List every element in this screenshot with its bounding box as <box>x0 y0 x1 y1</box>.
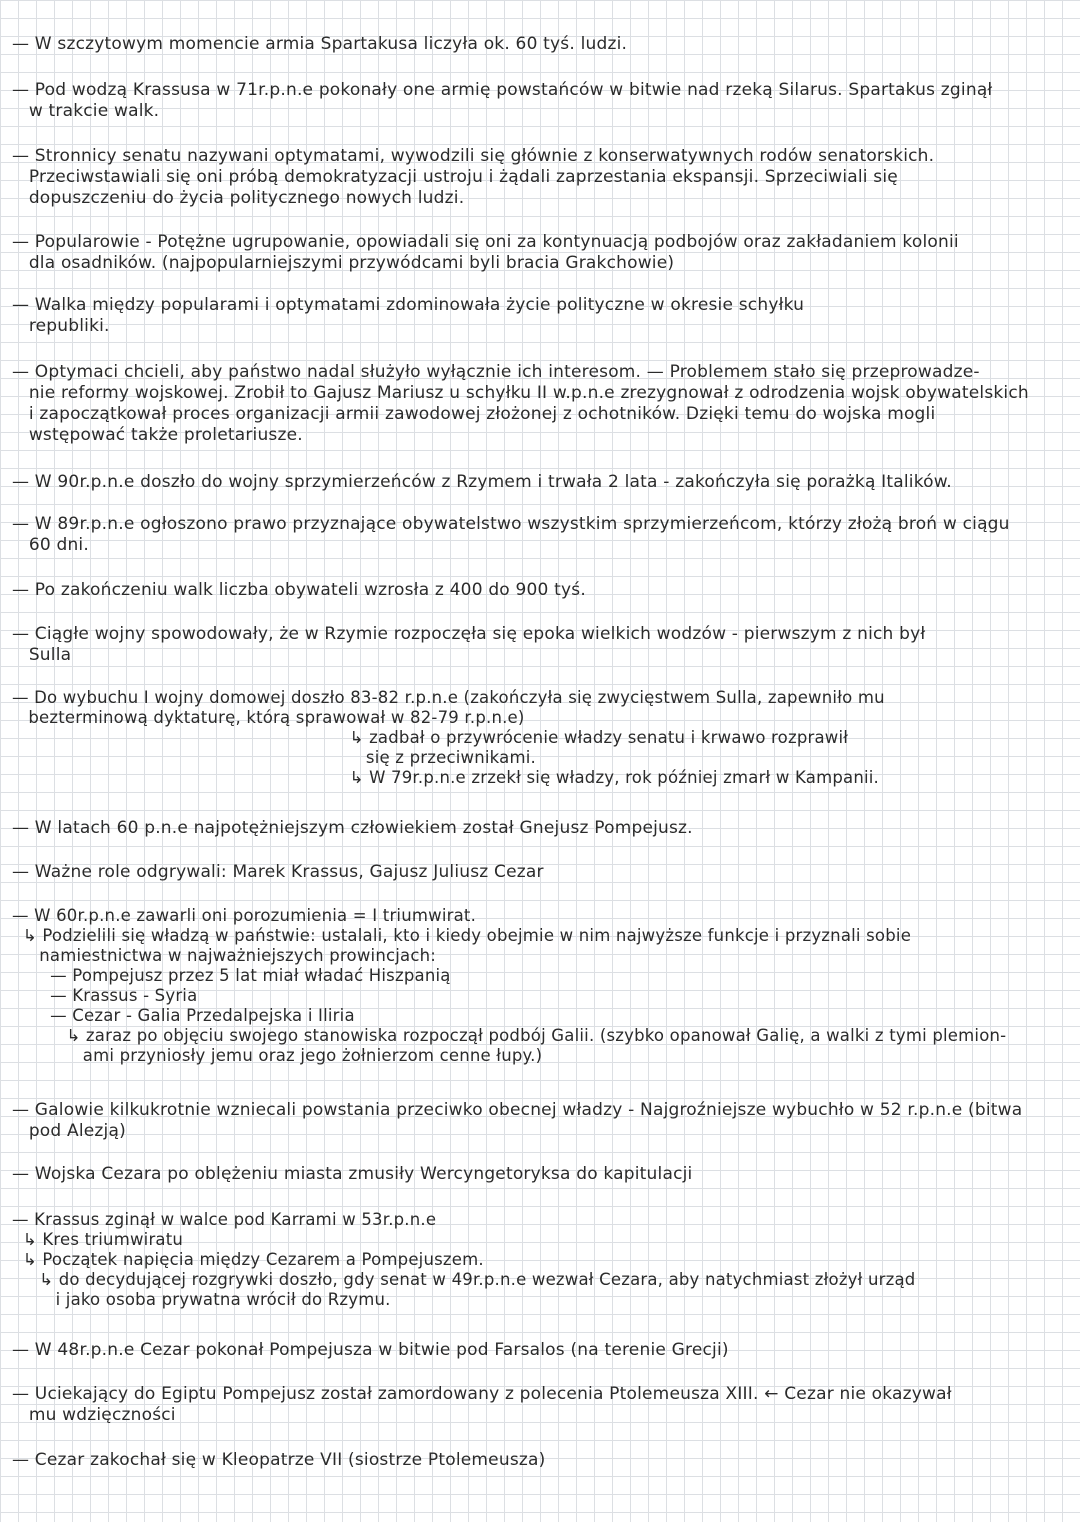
note-16: — Wojska Cezara po oblężeniu miasta zmusiły Wercyngetoryksa do kapitulacji <box>12 1164 693 1184</box>
note-8: — W 89r.p.n.e ogłoszono prawo przyznające obywatelstwo wszystkim sprzymierzeńcom, którzy złożą broń w ciągu 60 dni. <box>12 514 1010 555</box>
note-3: — Stronnicy senatu nazywani optymatami, wywodzili się głównie z konserwatywnych rodów senatorskich. Przeciwstawiali się oni próbą demokratyzacji ustroju i żądali zaprzestania ekspansji. Sprzeciwiali się dopuszczeniu do życia politycznego nowych ludzi. <box>12 146 935 208</box>
note-2: — Pod wodzą Krassusa w 71r.p.n.e pokonały one armię powstańców w bitwie nad rzeką Silarus. Spartakus zginął w trakcie walk. <box>12 80 993 121</box>
note-13: — Ważne role odgrywali: Marek Krassus, Gajusz Juliusz Cezar <box>12 862 544 882</box>
note-20: — Cezar zakochał się w Kleopatrze VII (siostrze Ptolemeusza) <box>12 1450 546 1470</box>
note-5: — Walka między popularami i optymatami zdominowała życie polityczne w okresie schyłku republiki. <box>12 295 805 336</box>
note-1: — W szczytowym momencie armia Spartakusa liczyła ok. 60 tyś. ludzi. <box>12 34 628 54</box>
note-9: — Po zakończeniu walk liczba obywateli wzrosła z 400 do 900 tyś. <box>12 580 586 600</box>
note-18: — W 48r.p.n.e Cezar pokonał Pompejusza w bitwie pod Farsalos (na terenie Grecji) <box>12 1340 729 1360</box>
note-14: — W 60r.p.n.e zawarli oni porozumienia = I triumwirat. ↳ Podzielili się władzą w państwie: ustalali, kto i kiedy obejmie w nim najwyższe funkcje i przyznali sobie namiestnictwa w najważniejszych prowincjach: — Pompejusz przez 5 lat miał władać Hiszpanią — Krassus - Syria — Cezar - Galia Przedalpejska i Iliria ↳ zaraz po objęciu swojego stanowiska rozpoczął podbój Galii. (szybko opanował Galię, a walki z tymi plemion- ami przyniosły jemu oraz jego żołnierzom cenne łupy.) <box>12 906 1007 1065</box>
note-11: — Do wybuchu I wojny domowej doszło 83-82 r.p.n.e (zakończyła się zwycięstwem Sulla, zapewniło mu bezterminową dyktaturę, którą sprawował w 82-79 r.p.n.e) ↳ zadbał o przywrócenie władzy senatu i krwawo rozprawił się z przeciwnikami. ↳ W 79r.p.n.e zrzekł się władzy, rok później zmarł w Kampanii. <box>12 688 885 787</box>
note-4: — Popularowie - Potężne ugrupowanie, opowiadali się oni za kontynuacją podbojów oraz zakładaniem kolonii dla osadników. (najpopularniejszymi przywódcami byli bracia Grakchowie) <box>12 232 959 273</box>
note-12: — W latach 60 p.n.e najpotężniejszym człowiekiem został Gnejusz Pompejusz. <box>12 818 693 838</box>
note-7: — W 90r.p.n.e doszło do wojny sprzymierzeńców z Rzymem i trwała 2 lata - zakończyła się porażką Italików. <box>12 472 952 492</box>
note-19: — Uciekający do Egiptu Pompejusz został zamordowany z polecenia Ptolemeusza XIII. ← Cezar nie okazywał mu wdzięczności <box>12 1384 952 1425</box>
note-17: — Krassus zginął w walce pod Karrami w 53r.p.n.e ↳ Kres triumwiratu ↳ Początek napięcia między Cezarem a Pompejuszem. ↳ do decydującej rozgrywki doszło, gdy senat w 49r.p.n.e wezwał Cezara, aby natychmiast złożył urząd i jako osoba prywatna wrócił do Rzymu. <box>12 1210 916 1309</box>
note-6: — Optymaci chcieli, aby państwo nadal służyło wyłącznie ich interesom. — Problemem stało się przeprowadze- nie reformy wojskowej. Zrobił to Gajusz Mariusz u schyłku II w.p.n.e zrezygnował z odrodzenia wojsk obywatelskich i zapoczątkował proces organizacji armii zawodowej złożonej z ochotników. Dzięki temu do wojska mogli wstępować także proletariusze. <box>12 362 1029 445</box>
note-15: — Galowie kilkukrotnie wzniecali powstania przeciwko obecnej władzy - Najgroźniejsze wybuchło w 52 r.p.n.e (bitwa pod Alezją) <box>12 1100 1023 1141</box>
note-10: — Ciągłe wojny spowodowały, że w Rzymie rozpoczęła się epoka wielkich wodzów - pierwszym z nich był Sulla <box>12 624 926 665</box>
